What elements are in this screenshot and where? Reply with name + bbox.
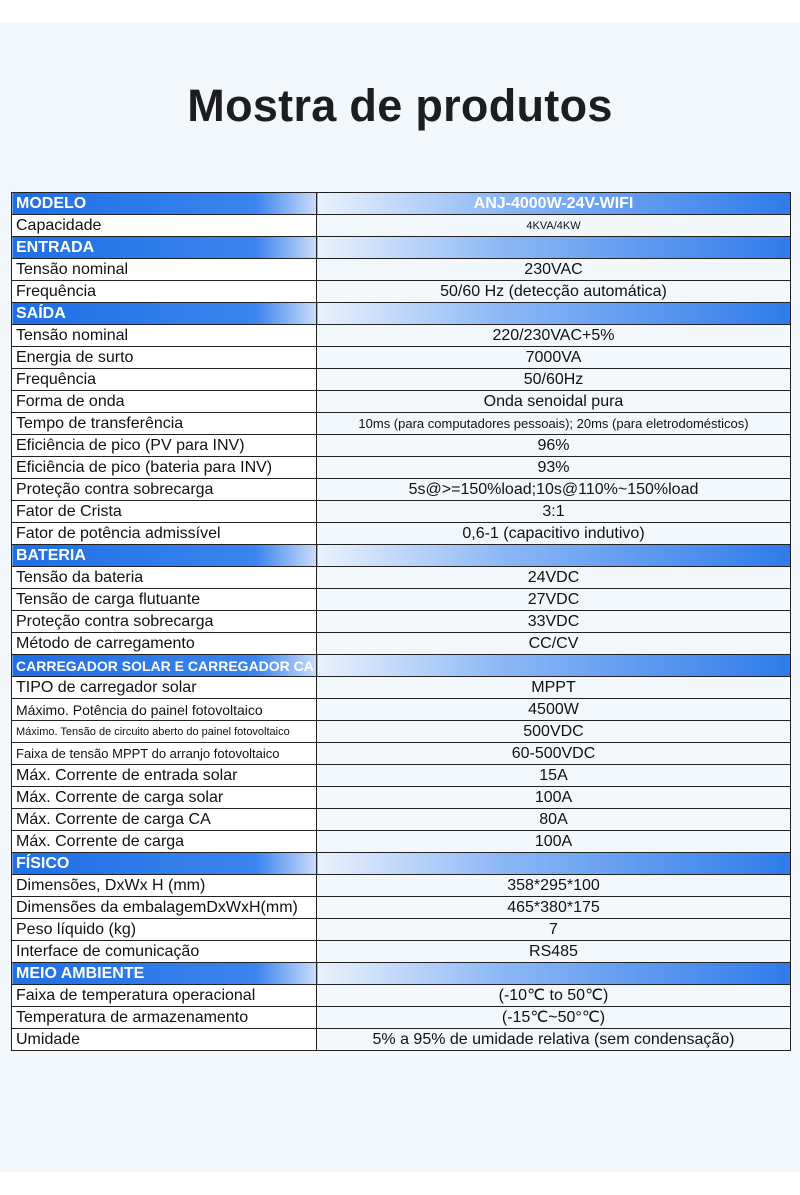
spec-label: Tensão nominal: [12, 325, 317, 347]
spec-value: 93%: [317, 457, 791, 479]
spec-row: [12, 501, 791, 523]
spec-label: Umidade: [12, 1029, 317, 1051]
spec-row: [12, 633, 791, 655]
spec-value: 5% a 95% de umidade relativa (sem condensação): [317, 1029, 791, 1051]
spec-value: 7: [317, 919, 791, 941]
spec-row: [12, 677, 791, 699]
section-value: [317, 237, 791, 259]
spec-row: [12, 765, 791, 787]
section-header-row: [12, 545, 791, 567]
spec-row: [12, 611, 791, 633]
spec-value: 500VDC: [317, 721, 791, 743]
spec-value: 100A: [317, 831, 791, 853]
spec-label: Máx. Corrente de carga: [12, 831, 317, 853]
spec-label: Proteção contra sobrecarga: [12, 479, 317, 501]
section-header-row: [12, 237, 791, 259]
spec-value: 7000VA: [317, 347, 791, 369]
spec-value: 3:1: [317, 501, 791, 523]
spec-value: (-15℃~50°℃): [317, 1007, 791, 1029]
spec-row: [12, 435, 791, 457]
section-value: [317, 545, 791, 567]
section-title: ENTRADA: [12, 237, 317, 259]
page-title: Mostra de produtos: [187, 80, 613, 131]
section-title: FÍSICO: [12, 853, 317, 875]
spec-label: Eficiência de pico (bateria para INV): [12, 457, 317, 479]
section-header-row: [12, 655, 791, 677]
spec-value: (-10℃ to 50℃): [317, 985, 791, 1007]
spec-value: 50/60Hz: [317, 369, 791, 391]
spec-value: 4KVA/4KW: [317, 215, 791, 237]
section-header-row: [12, 303, 791, 325]
spec-row: [12, 831, 791, 853]
spec-value: 10ms (para computadores pessoais); 20ms (para eletrodomésticos): [317, 413, 791, 435]
spec-value: 4500W: [317, 699, 791, 721]
spec-value: 230VAC: [317, 259, 791, 281]
spec-label: Frequência: [12, 281, 317, 303]
spec-row: [12, 787, 791, 809]
spec-row: [12, 479, 791, 501]
spec-label: Proteção contra sobrecarga: [12, 611, 317, 633]
spec-value: 50/60 Hz (detecção automática): [317, 281, 791, 303]
spec-row: [12, 699, 791, 721]
spec-row: [12, 457, 791, 479]
spec-row: [12, 875, 791, 897]
spec-label: Fator de Crista: [12, 501, 317, 523]
spec-row: [12, 919, 791, 941]
spec-value: MPPT: [317, 677, 791, 699]
spec-value: 27VDC: [317, 589, 791, 611]
spec-label: Método de carregamento: [12, 633, 317, 655]
spec-label: Capacidade: [12, 215, 317, 237]
spec-label: Dimensões da embalagemDxWxH(mm): [12, 897, 317, 919]
spec-label: Máx. Corrente de carga solar: [12, 787, 317, 809]
spec-row: [12, 743, 791, 765]
spec-value: CC/CV: [317, 633, 791, 655]
spec-value: 0,6-1 (capacitivo indutivo): [317, 523, 791, 545]
spec-label: Máximo. Tensão de circuito aberto do painel fotovoltaico: [12, 721, 317, 743]
spec-value: 33VDC: [317, 611, 791, 633]
spec-label: Forma de onda: [12, 391, 317, 413]
spec-value: RS485: [317, 941, 791, 963]
section-value: [317, 963, 791, 985]
spec-label: TIPO de carregador solar: [12, 677, 317, 699]
section-title: CARREGADOR SOLAR E CARREGADOR CA: [12, 655, 317, 677]
spec-row: [12, 391, 791, 413]
section-value: [317, 303, 791, 325]
spec-row: [12, 567, 791, 589]
spec-row: [12, 281, 791, 303]
spec-value: 100A: [317, 787, 791, 809]
section-value: [317, 655, 791, 677]
spec-row: [12, 941, 791, 963]
spec-row: [12, 809, 791, 831]
spec-label: Peso líquido (kg): [12, 919, 317, 941]
spec-label: Tensão nominal: [12, 259, 317, 281]
spec-label: Faixa de temperatura operacional: [12, 985, 317, 1007]
section-value: [317, 853, 791, 875]
spec-value: 465*380*175: [317, 897, 791, 919]
section-value: ANJ-4000W-24V-WIFI: [317, 193, 791, 215]
spec-label: Fator de potência admissível: [12, 523, 317, 545]
spec-value: 96%: [317, 435, 791, 457]
spec-row: [12, 523, 791, 545]
spec-row: [12, 721, 791, 743]
spec-value: 5s@>=150%load;10s@110%~150%load: [317, 479, 791, 501]
spec-value: 220/230VAC+5%: [317, 325, 791, 347]
spec-value: 15A: [317, 765, 791, 787]
spec-value: 80A: [317, 809, 791, 831]
spec-row: [12, 589, 791, 611]
spec-row: [12, 1007, 791, 1029]
spec-value: Onda senoidal pura: [317, 391, 791, 413]
spec-table: [11, 192, 791, 1051]
spec-value: 358*295*100: [317, 875, 791, 897]
spec-label: Faixa de tensão MPPT do arranjo fotovoltaico: [12, 743, 317, 765]
section-header-row: [12, 193, 791, 215]
spec-value: 24VDC: [317, 567, 791, 589]
spec-row: [12, 369, 791, 391]
spec-label: Dimensões, DxWx H (mm): [12, 875, 317, 897]
spec-row: [12, 413, 791, 435]
spec-value: 60-500VDC: [317, 743, 791, 765]
spec-row: [12, 347, 791, 369]
section-header-row: [12, 853, 791, 875]
spec-row: [12, 1029, 791, 1051]
spec-label: Interface de comunicação: [12, 941, 317, 963]
spec-row: [12, 215, 791, 237]
section-title: MEIO AMBIENTE: [12, 963, 317, 985]
section-title: SAÍDA: [12, 303, 317, 325]
spec-label: Tensão de carga flutuante: [12, 589, 317, 611]
spec-label: Temperatura de armazenamento: [12, 1007, 317, 1029]
spec-row: [12, 325, 791, 347]
spec-label: Máx. Corrente de carga CA: [12, 809, 317, 831]
spec-label: Tensão da bateria: [12, 567, 317, 589]
spec-label: Tempo de transferência: [12, 413, 317, 435]
spec-label: Eficiência de pico (PV para INV): [12, 435, 317, 457]
section-title: MODELO: [12, 193, 317, 215]
spec-label: Máximo. Potência do painel fotovoltaico: [12, 699, 317, 721]
spec-label: Frequência: [12, 369, 317, 391]
section-title: BATERIA: [12, 545, 317, 567]
spec-row: [12, 985, 791, 1007]
spec-label: Máx. Corrente de entrada solar: [12, 765, 317, 787]
spec-row: [12, 897, 791, 919]
spec-label: Energia de surto: [12, 347, 317, 369]
section-header-row: [12, 963, 791, 985]
spec-row: [12, 259, 791, 281]
